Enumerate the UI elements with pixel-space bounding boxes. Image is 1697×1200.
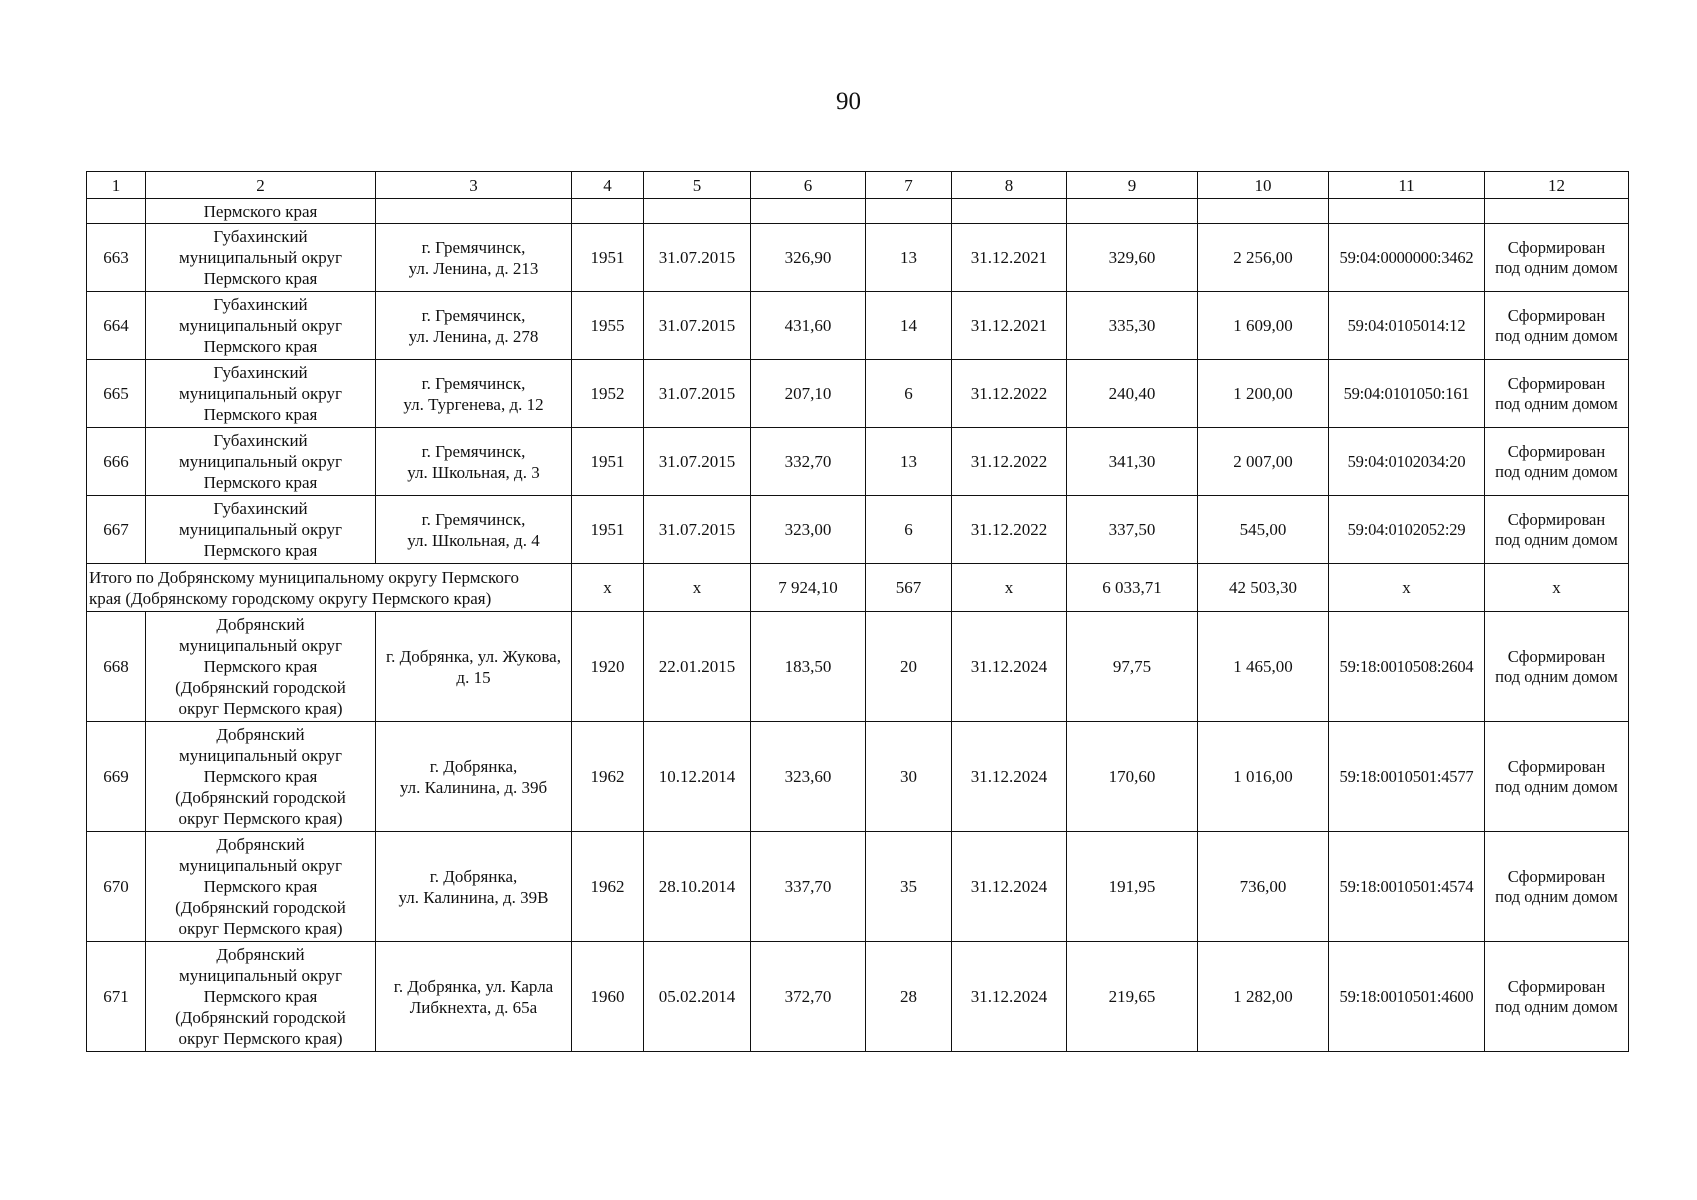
land-area-cell: 1 465,00 — [1198, 612, 1329, 722]
year-built-cell: 1962 — [572, 722, 644, 832]
total-c7-cell: 567 — [866, 564, 952, 612]
municipality-cell-line: Губахинский — [213, 295, 308, 314]
land-area-cell: 2 007,00 — [1198, 428, 1329, 496]
column-header: 3 — [376, 172, 572, 199]
row-number: 665 — [87, 360, 146, 428]
status-cell-line: Сформирован — [1507, 305, 1606, 325]
table-row — [87, 722, 1629, 832]
row-number: 664 — [87, 292, 146, 360]
status-cell-line: под одним домом — [1495, 666, 1618, 686]
address-cell — [376, 496, 572, 564]
year-built-cell: 1955 — [572, 292, 644, 360]
address-cell-line: Либкнехта, д. 65а — [409, 997, 538, 1017]
status-cell — [1485, 428, 1629, 496]
address-cell — [376, 428, 572, 496]
municipality-cell-line: Добрянский — [216, 835, 305, 854]
municipality-cell — [146, 942, 376, 1052]
year-built-cell: 1952 — [572, 360, 644, 428]
total-c11-cell: x — [1329, 564, 1485, 612]
row-number: 663 — [87, 224, 146, 292]
municipality-cell-line: муниципальный округ — [178, 746, 343, 765]
status-cell-line: Сформирован — [1507, 866, 1606, 886]
value-cell: 335,30 — [1067, 292, 1198, 360]
municipality-cell-line: муниципальный округ — [178, 248, 343, 267]
column-header: 1 — [87, 172, 146, 199]
status-cell-line: Сформирован — [1507, 237, 1606, 257]
address-cell — [376, 612, 572, 722]
municipality-cell-line: (Добрянский городской — [175, 1008, 346, 1027]
municipality-cell — [146, 832, 376, 942]
status-cell-line: Сформирован — [1507, 646, 1606, 666]
status-cell-line: Сформирован — [1507, 373, 1606, 393]
value-cell: 240,40 — [1067, 360, 1198, 428]
address-cell — [376, 832, 572, 942]
area-cell: 323,60 — [751, 722, 866, 832]
count-cell: 35 — [866, 832, 952, 942]
cadastral-number-cell: 59:04:0101050:161 — [1329, 360, 1485, 428]
table-row — [87, 428, 1629, 496]
address-cell-line: г. Гремячинск, — [421, 305, 526, 325]
municipality-cell — [146, 292, 376, 360]
date-cell: 22.01.2015 — [644, 612, 751, 722]
cadastral-number-cell: 59:04:0102034:20 — [1329, 428, 1485, 496]
land-area-cell: 1 200,00 — [1198, 360, 1329, 428]
value-cell: 337,50 — [1067, 496, 1198, 564]
address-cell-line: ул. Калинина, д. 39В — [398, 887, 549, 907]
total-c9-cell: 6 033,71 — [1067, 564, 1198, 612]
count-cell: 30 — [866, 722, 952, 832]
count-cell: 13 — [866, 428, 952, 496]
column-header: 4 — [572, 172, 644, 199]
address-cell-line: г. Добрянка, ул. Жукова, — [386, 646, 561, 666]
status-cell-line: Сформирован — [1507, 976, 1606, 996]
status-cell-line: под одним домом — [1495, 776, 1618, 796]
area-cell: 326,90 — [751, 224, 866, 292]
status-cell — [1485, 612, 1629, 722]
row-number: 667 — [87, 496, 146, 564]
municipality-cell-line: округ Пермского края) — [178, 699, 343, 718]
area-cell: 323,00 — [751, 496, 866, 564]
column-header: 8 — [952, 172, 1067, 199]
status-cell-line: Сформирован — [1507, 509, 1606, 529]
date-cell: 28.10.2014 — [644, 832, 751, 942]
cadastral-number-cell: 59:04:0105014:12 — [1329, 292, 1485, 360]
address-cell — [376, 360, 572, 428]
municipality-cell-line: Пермского края — [203, 657, 318, 676]
status-cell-line: Сформирован — [1507, 441, 1606, 461]
count-cell: 28 — [866, 942, 952, 1052]
municipality-cell-line: муниципальный округ — [178, 384, 343, 403]
status-cell — [1485, 360, 1629, 428]
total-c5-cell: x — [644, 564, 751, 612]
column-header: 7 — [866, 172, 952, 199]
municipality-cell-line: Пермского края — [203, 767, 318, 786]
status-cell — [1485, 224, 1629, 292]
total-c10-cell: 42 503,30 — [1198, 564, 1329, 612]
address-cell-line: ул. Ленина, д. 278 — [408, 326, 539, 346]
address-cell-line: г. Добрянка, — [429, 756, 518, 776]
table-row — [87, 942, 1629, 1052]
value-cell: 97,75 — [1067, 612, 1198, 722]
value-cell: 219,65 — [1067, 942, 1198, 1052]
cadastral-number-cell: 59:18:0010501:4574 — [1329, 832, 1485, 942]
cadastral-number-cell: 59:04:0000000:3462 — [1329, 224, 1485, 292]
municipality-cell-line: муниципальный округ — [178, 452, 343, 471]
municipality-cell-line: Пермского края — [203, 473, 318, 492]
status-cell — [1485, 496, 1629, 564]
value-cell: 170,60 — [1067, 722, 1198, 832]
column-header: 10 — [1198, 172, 1329, 199]
year-built-cell: 1920 — [572, 612, 644, 722]
date-cell: 10.12.2014 — [644, 722, 751, 832]
column-header: 6 — [751, 172, 866, 199]
address-cell-line: ул. Школьная, д. 4 — [407, 530, 540, 550]
address-cell — [376, 224, 572, 292]
count-cell: 6 — [866, 360, 952, 428]
municipality-cell — [146, 722, 376, 832]
date-cell: 31.07.2015 — [644, 496, 751, 564]
address-cell-line: г. Гремячинск, — [421, 441, 526, 461]
column-header: 9 — [1067, 172, 1198, 199]
count-cell: 6 — [866, 496, 952, 564]
page-number: 90 — [836, 88, 861, 115]
date-cell: 31.07.2015 — [644, 224, 751, 292]
value-cell: 191,95 — [1067, 832, 1198, 942]
land-area-cell: 545,00 — [1198, 496, 1329, 564]
table-row — [87, 292, 1629, 360]
continuation-row — [87, 199, 1629, 224]
municipality-cell-line: Пермского края — [203, 987, 318, 1006]
column-number-header-row — [87, 172, 1629, 199]
total-c6-cell: 7 924,10 — [751, 564, 866, 612]
row-number: 671 — [87, 942, 146, 1052]
deadline-cell: 31.12.2021 — [952, 292, 1067, 360]
municipality-cell-line: муниципальный округ — [178, 856, 343, 875]
housing-registry-table — [86, 171, 1629, 1052]
deadline-cell: 31.12.2022 — [952, 496, 1067, 564]
date-cell: 31.07.2015 — [644, 292, 751, 360]
municipality-cell-line: округ Пермского края) — [178, 809, 343, 828]
municipality-cell — [146, 496, 376, 564]
address-cell-line: ул. Калинина, д. 39б — [399, 777, 548, 797]
total-label-line: Итого по Добрянскому муниципальному округу Пермского — [89, 567, 519, 587]
address-cell-line: г. Гремячинск, — [421, 509, 526, 529]
municipality-cell-line: Пермского края — [203, 269, 318, 288]
land-area-cell: 1 609,00 — [1198, 292, 1329, 360]
status-cell-line: Сформирован — [1507, 756, 1606, 776]
municipality-cell-line: (Добрянский городской — [175, 788, 346, 807]
municipality-cell-line: муниципальный округ — [178, 316, 343, 335]
count-cell: 20 — [866, 612, 952, 722]
cadastral-number-cell: 59:04:0102052:29 — [1329, 496, 1485, 564]
area-cell: 207,10 — [751, 360, 866, 428]
municipality-cell — [146, 360, 376, 428]
area-cell: 332,70 — [751, 428, 866, 496]
municipality-cell-line: Пермского края — [203, 877, 318, 896]
municipality-cell-line: муниципальный округ — [178, 520, 343, 539]
area-cell: 183,50 — [751, 612, 866, 722]
column-header: 11 — [1329, 172, 1485, 199]
row-number: 669 — [87, 722, 146, 832]
cadastral-number-cell: 59:18:0010501:4600 — [1329, 942, 1485, 1052]
status-cell — [1485, 722, 1629, 832]
municipality-cell-line: округ Пермского края) — [178, 1029, 343, 1048]
municipality-cell-line: округ Пермского края) — [178, 919, 343, 938]
total-row — [87, 564, 1629, 612]
status-cell-line: под одним домом — [1495, 461, 1618, 481]
continuation-municipality: Пермского края — [146, 199, 376, 224]
status-cell-line: под одним домом — [1495, 257, 1618, 277]
year-built-cell: 1951 — [572, 224, 644, 292]
deadline-cell: 31.12.2021 — [952, 224, 1067, 292]
land-area-cell: 1 016,00 — [1198, 722, 1329, 832]
cadastral-number-cell: 59:18:0010501:4577 — [1329, 722, 1485, 832]
land-area-cell: 1 282,00 — [1198, 942, 1329, 1052]
status-cell-line: под одним домом — [1495, 325, 1618, 345]
table-row — [87, 496, 1629, 564]
status-cell — [1485, 832, 1629, 942]
municipality-cell-line: Добрянский — [216, 725, 305, 744]
value-cell: 341,30 — [1067, 428, 1198, 496]
year-built-cell: 1951 — [572, 496, 644, 564]
value-cell: 329,60 — [1067, 224, 1198, 292]
count-cell: 14 — [866, 292, 952, 360]
row-number: 670 — [87, 832, 146, 942]
address-cell-line: д. 15 — [456, 667, 491, 687]
deadline-cell: 31.12.2024 — [952, 942, 1067, 1052]
municipality-cell — [146, 612, 376, 722]
municipality-cell-line: Губахинский — [213, 431, 308, 450]
date-cell: 31.07.2015 — [644, 360, 751, 428]
area-cell: 372,70 — [751, 942, 866, 1052]
address-cell-line: г. Гремячинск, — [421, 373, 526, 393]
document-table-wrapper — [86, 171, 1629, 1052]
table-row — [87, 360, 1629, 428]
municipality-cell-line: Пермского края — [203, 541, 318, 560]
status-cell-line: под одним домом — [1495, 886, 1618, 906]
municipality-cell — [146, 224, 376, 292]
municipality-cell-line: (Добрянский городской — [175, 898, 346, 917]
deadline-cell: 31.12.2022 — [952, 360, 1067, 428]
address-cell-line: г. Добрянка, — [429, 866, 518, 886]
municipality-cell-line: Губахинский — [213, 499, 308, 518]
year-built-cell: 1951 — [572, 428, 644, 496]
municipality-cell-line: Губахинский — [213, 363, 308, 382]
address-cell-line: г. Добрянка, ул. Карла — [393, 976, 554, 996]
total-c8-cell: x — [952, 564, 1067, 612]
address-cell-line: ул. Тургенева, д. 12 — [403, 394, 544, 414]
table-row — [87, 224, 1629, 292]
year-built-cell: 1960 — [572, 942, 644, 1052]
table-body — [87, 172, 1629, 1052]
table-row — [87, 832, 1629, 942]
municipality-cell-line: муниципальный округ — [178, 966, 343, 985]
count-cell: 13 — [866, 224, 952, 292]
status-cell-line: под одним домом — [1495, 393, 1618, 413]
column-header: 12 — [1485, 172, 1629, 199]
municipality-cell-line: Пермского края — [203, 405, 318, 424]
deadline-cell: 31.12.2024 — [952, 722, 1067, 832]
deadline-cell: 31.12.2024 — [952, 612, 1067, 722]
row-number: 668 — [87, 612, 146, 722]
column-header: 5 — [644, 172, 751, 199]
deadline-cell: 31.12.2024 — [952, 832, 1067, 942]
land-area-cell: 2 256,00 — [1198, 224, 1329, 292]
total-c4-cell: x — [572, 564, 644, 612]
municipality-cell-line: Добрянский — [216, 945, 305, 964]
date-cell: 05.02.2014 — [644, 942, 751, 1052]
total-label-line: края (Добрянскому городскому округу Пермского края) — [89, 588, 492, 608]
address-cell-line: ул. Школьная, д. 3 — [407, 462, 540, 482]
total-label — [87, 564, 572, 612]
area-cell: 431,60 — [751, 292, 866, 360]
address-cell-line: ул. Ленина, д. 213 — [408, 258, 539, 278]
status-cell-line: под одним домом — [1495, 529, 1618, 549]
municipality-cell-line: муниципальный округ — [178, 636, 343, 655]
address-cell-line: г. Гремячинск, — [421, 237, 526, 257]
area-cell: 337,70 — [751, 832, 866, 942]
column-header: 2 — [146, 172, 376, 199]
table-row — [87, 612, 1629, 722]
status-cell — [1485, 292, 1629, 360]
total-c12-cell: x — [1485, 564, 1629, 612]
year-built-cell: 1962 — [572, 832, 644, 942]
address-cell — [376, 722, 572, 832]
status-cell-line: под одним домом — [1495, 996, 1618, 1016]
address-cell — [376, 292, 572, 360]
land-area-cell: 736,00 — [1198, 832, 1329, 942]
municipality-cell-line: Пермского края — [203, 337, 318, 356]
municipality-cell-line: (Добрянский городской — [175, 678, 346, 697]
row-number: 666 — [87, 428, 146, 496]
status-cell — [1485, 942, 1629, 1052]
address-cell — [376, 942, 572, 1052]
date-cell: 31.07.2015 — [644, 428, 751, 496]
deadline-cell: 31.12.2022 — [952, 428, 1067, 496]
municipality-cell-line: Губахинский — [213, 227, 308, 246]
municipality-cell — [146, 428, 376, 496]
municipality-cell-line: Добрянский — [216, 615, 305, 634]
cadastral-number-cell: 59:18:0010508:2604 — [1329, 612, 1485, 722]
